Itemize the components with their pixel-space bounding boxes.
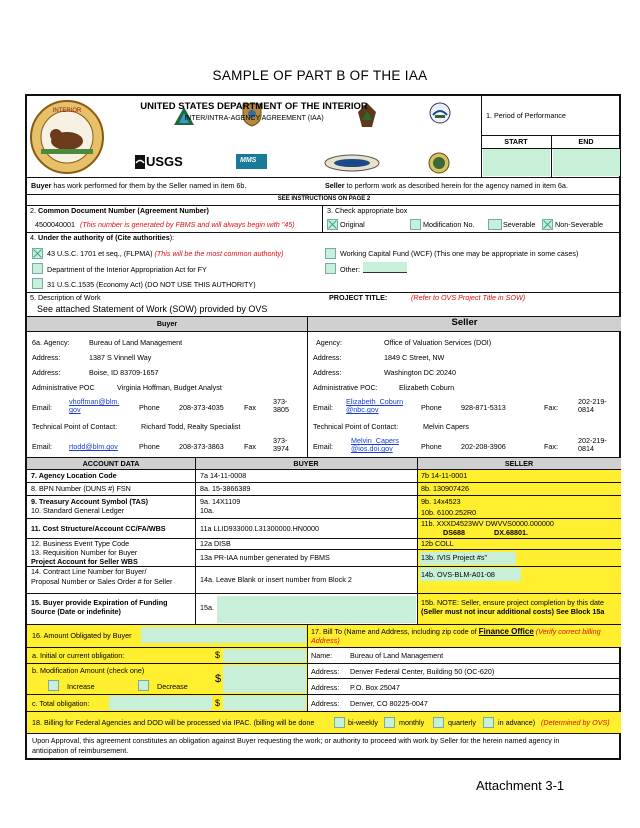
acct-seller-15a: 15b. NOTE: Seller, ensure project completion by this date — [421, 598, 604, 607]
quarterly-checkbox[interactable] — [433, 717, 444, 728]
account-seller-heading: SELLER — [504, 459, 534, 468]
billing-text: 18. Billing for Federal Agencies and DOD will be processed via IPAC. (billing will be done — [32, 718, 315, 727]
initial-obligation-label: a. Initial or current obligation: — [32, 651, 125, 660]
check-box-label: 3. Check appropriate box — [327, 206, 408, 215]
acct-buyer-10: 10a. — [200, 506, 214, 515]
project-title-note: (Refer to OVS Project Title in SOW) — [411, 293, 526, 302]
buyer-address1: 1387 S Vinnell Way — [89, 353, 152, 362]
buyer-note: Buyer has work performed for them by the Seller named in item 6b. — [31, 181, 247, 190]
advance-checkbox[interactable] — [483, 717, 494, 728]
seller-tech-label: Technical Point of Contact: — [313, 422, 399, 431]
mms-logo — [236, 154, 267, 169]
seller-fax1: 202-219- 0814 — [578, 397, 607, 415]
seller-email1[interactable]: Elizabeth_Coburn @nbc.gov — [346, 397, 404, 415]
seller-note: Seller to perform work as described herein for the agency named in item 6a. — [325, 181, 568, 190]
approval-text-2: anticipation of reimbursement. — [32, 746, 129, 755]
decrease-checkbox[interactable] — [138, 680, 149, 691]
period-of-performance-label: 1. Period of Performance — [486, 111, 566, 120]
total-obligation-field[interactable] — [109, 696, 212, 710]
decrease-label: Decrease — [157, 682, 188, 691]
period-end-field[interactable] — [553, 149, 620, 176]
modification-dollar-sign: $ — [215, 673, 222, 685]
increase-label: Increase — [67, 682, 95, 691]
osm-seal-logo — [428, 152, 450, 174]
original-label: Original — [340, 220, 365, 229]
economy-act-checkbox[interactable] — [32, 278, 43, 289]
acct-seller-8: 8b. 130907426 — [421, 484, 469, 493]
increase-checkbox[interactable] — [48, 680, 59, 691]
acct-seller-11: 11b. XXXD4523WV DWVVS0000.000000 — [421, 519, 554, 528]
seller-admin: Elizabeth Coburn — [399, 383, 455, 392]
acct-buyer-14: 14a. Leave Blank or insert number from Block 2 — [200, 575, 352, 584]
seller-email-label-2: Email: — [313, 442, 333, 451]
buyer-fax2: 373- 3974 — [273, 436, 289, 454]
document-title: SAMPLE OF PART B OF THE IAA — [212, 68, 428, 83]
buyer-email-label: Email: — [32, 403, 52, 412]
buyer-fax1: 373- 3805 — [273, 397, 289, 415]
appropriation-label: Department of the Interior Appropriation Act for FY — [47, 265, 207, 274]
other-label: Other: — [340, 265, 360, 274]
acct-label-11: 11. Cost Structure/Account CC/FA/WBS — [31, 524, 166, 533]
buyer-heading: Buyer — [156, 319, 178, 328]
acct-seller-15b: (Seller must not incur additional costs) See Block 15a — [421, 607, 605, 616]
buyer-address-label: Address: — [32, 353, 61, 362]
seller-agency-label: Agency: — [316, 338, 342, 347]
seller-phone1: 928-871-5313 — [461, 403, 506, 412]
buyer-email-label-2: Email: — [32, 442, 52, 451]
agreement-number-value: 4500040001 — [35, 220, 75, 229]
bill-to-label: 17. Bill To (Name and Address, including zip code of Finance Office (Verify correct billing — [311, 627, 601, 636]
seller-email-label: Email: — [313, 403, 333, 412]
acct-buyer-12: 12a DISB — [200, 539, 231, 548]
total-dollar-sign: $ — [215, 698, 221, 708]
seller-heading: Seller — [451, 317, 478, 328]
mms-logo-text: MMS — [240, 157, 257, 164]
original-checkbox[interactable] — [327, 219, 338, 230]
account-buyer-heading: BUYER — [293, 459, 319, 468]
modification-checkbox[interactable] — [410, 219, 421, 230]
buyer-admin-label: Administrative POC — [32, 383, 95, 392]
quarterly-label: quarterly — [448, 718, 476, 727]
bill-to-name-label: Name: — [311, 651, 333, 660]
authority-label: 4. Under the authority of (Cite authorities): — [30, 233, 175, 242]
flpma-checkbox[interactable] — [32, 248, 43, 259]
buyer-phone1: 208-373-4035 — [179, 403, 224, 412]
buyer-tech-label: Technical Point of Contact: — [32, 422, 118, 431]
seller-email2[interactable]: Melvin_Capers @ios.doi.gov — [351, 436, 399, 454]
appropriation-checkbox[interactable] — [32, 263, 43, 274]
period-start-field[interactable] — [483, 149, 550, 176]
iaa-form — [25, 94, 621, 760]
agreement-number-row — [35, 221, 295, 229]
buyer-agency: Bureau of Land Management — [89, 338, 183, 347]
seller-fax-label: Fax: — [544, 403, 558, 412]
modification-number-field[interactable] — [488, 219, 502, 230]
description-label: 5. Description of Work — [30, 293, 101, 302]
acct-buyer-15: 15a. — [200, 603, 214, 612]
acct-label-7: 7. Agency Location Code — [31, 471, 117, 480]
acct-label-9: 9. Treasury Account Symbol (TAS) — [31, 497, 149, 506]
approval-text-1: Upon Approval, this agreement constitutes an obligation against Buyer requesting the work; or authority to proceed with work by Seller for the herein named agency in — [32, 736, 560, 745]
buyer-email1[interactable]: vhoffman@blm. gov — [69, 397, 120, 415]
period-end-header: END — [578, 137, 594, 146]
acct-label-13b: Project Account for Seller WBS — [31, 557, 138, 566]
acct-label-14b: Proposal Number or Sales Order # for Seller — [31, 577, 173, 586]
bill-to-name: Bureau of Land Management — [350, 651, 444, 660]
non-severable-label: Non-Severable — [555, 220, 603, 229]
acct-seller-11-dx: DX.68801. — [494, 528, 528, 537]
buyer-admin: Virginia Hoffman, Budget Analyst — [117, 383, 222, 392]
acct-label-14a: 14. Contract Line Number for Buyer/ — [31, 567, 147, 576]
total-obligation-label: c. Total obligation: — [32, 699, 90, 708]
non-severable-checkbox[interactable] — [542, 219, 553, 230]
acct-label-15a: 15. Buyer provide Expiration of Funding — [31, 598, 168, 607]
modification-amount-label: b. Modification Amount (check one) — [32, 666, 145, 675]
bia-logo — [324, 154, 380, 172]
description-value: See attached Statement of Work (SOW) provided by OVS — [37, 304, 268, 314]
project-title-label: PROJECT TITLE: — [329, 293, 388, 302]
total-obligation-amount-field[interactable] — [223, 696, 306, 710]
seller-phone2: 202-208-3906 — [461, 442, 506, 451]
acct-seller-13: 13b. IVIS Project #s" — [421, 553, 488, 562]
acct-seller-9: 9b. 14x4523 — [421, 497, 461, 506]
bill-to-address2: P.O. Box 25047 — [350, 683, 400, 692]
other-authority-field[interactable] — [363, 262, 407, 273]
acct-seller-11-ds: DS688 — [443, 528, 465, 537]
bill-to-address1: Denver Federal Center, Building 50 (OC-620) — [350, 667, 495, 676]
buyer-phone-label-2: Phone — [139, 442, 160, 451]
seller-address1: 1849 C Street, NW — [384, 353, 445, 362]
department-heading: UNITED STATES DEPARTMENT OF THE INTERIOR — [140, 101, 368, 112]
buyer-expiration-field[interactable] — [217, 596, 416, 623]
amount-obligated-label: 16. Amount Obligated by Buyer — [32, 631, 132, 640]
seller-tech: Melvin Capers — [423, 422, 469, 431]
buyer-email2[interactable]: rtodd@blm.gov — [69, 442, 118, 451]
seller-admin-label: Administrative POC: — [313, 383, 378, 392]
usgs-logo-text: USGS — [146, 154, 183, 169]
buyer-fax-label: Fax — [244, 403, 256, 412]
biweekly-label: bi-weekly — [348, 718, 378, 727]
seller-address-label: Address: — [313, 353, 342, 362]
acct-buyer-11: 11a LLID933000.L31300000.HN0000 — [200, 524, 319, 533]
bill-to-note-2: Address) — [311, 636, 340, 645]
buyer-address2: Boise, ID 83709-1657 — [89, 368, 159, 377]
seller-fax2: 202-219- 0814 — [578, 436, 607, 454]
acct-buyer-8: 8a. 15-3866389 — [200, 484, 251, 493]
svg-text:INTERIOR: INTERIOR — [52, 108, 82, 114]
seller-address-label-2: Address: — [313, 368, 342, 377]
billing-note: (Determined by OVS) — [541, 718, 610, 727]
bill-to-address-label-2: Address: — [311, 683, 340, 692]
seller-phone-label-2: Phone — [421, 442, 442, 451]
buyer-agency-label: 6a. Agency: — [32, 338, 70, 347]
buyer-fax-label-2: Fax — [244, 442, 256, 451]
seller-address2: Washington DC 20240 — [384, 368, 457, 377]
acct-buyer-7: 7a 14-11-0008 — [200, 471, 247, 480]
buyer-address-label-2: Address: — [32, 368, 61, 377]
severable-label: Severable — [503, 220, 536, 229]
attachment-label: Attachment 3-1 — [476, 778, 565, 793]
see-instructions: SEE INSTRUCTIONS ON PAGE 2 — [277, 196, 371, 202]
acct-seller-12: 12b COLL — [421, 539, 454, 548]
monthly-label: monthly — [399, 718, 425, 727]
seller-phone-label: Phone — [421, 403, 442, 412]
modification-amount-field[interactable] — [223, 665, 306, 693]
seller-fax-label-2: Fax: — [544, 442, 558, 451]
economy-act-label: 31 U.S.C.1535 (Economy Act) (DO NOT USE THIS AUTHORITY) — [47, 280, 256, 289]
buyer-phone2: 208-373-3863 — [179, 442, 224, 451]
buyer-tech: Richard Todd, Realty Specialist — [141, 422, 241, 431]
acct-label-15b: Source (Date or indefinite) — [31, 607, 121, 616]
common-document-number-label: 2. Common Document Number (Agreement Number) — [30, 206, 209, 215]
acct-label-12: 12. Business Event Type Code — [31, 539, 130, 548]
modification-label: Modification No. — [423, 220, 475, 229]
acct-label-13a: 13. Requisition Number for Buyer — [31, 548, 138, 557]
acct-label-10: 10. Standard General Ledger — [31, 506, 125, 515]
period-start-header: START — [504, 137, 528, 146]
initial-dollar-sign: $ — [215, 650, 221, 660]
other-checkbox[interactable] — [325, 263, 336, 274]
advance-label: in advance) — [498, 718, 536, 727]
acct-seller-10: 10b. 6100.252R0 — [421, 508, 477, 517]
wcf-label: Working Capital Fund (WCF) (This one may be appropriate in some cases) — [340, 249, 579, 258]
monthly-checkbox[interactable] — [384, 717, 395, 728]
acct-buyer-13: 13a PR-IAA number generated by FBMS — [200, 553, 330, 562]
acct-seller-7: 7b 14-11-0001 — [421, 471, 468, 480]
agreement-number-note: (This number is generated by FBMS and will always begin with "45) — [79, 220, 295, 229]
agreement-subtitle: INTER/INTRA-AGENCY AGREEMENT (IAA) — [184, 115, 324, 122]
wcf-checkbox[interactable] — [325, 248, 336, 259]
acct-buyer-9: 9a. 14X1109 — [200, 497, 241, 506]
bill-to-address-label-1: Address: — [311, 667, 340, 676]
usgs-logo — [135, 154, 183, 170]
flpma-row: 43 U.S.C. 1701 et seq., (FLPMA) (This will be the most common authority) — [47, 249, 284, 258]
buyer-phone-label: Phone — [139, 403, 160, 412]
seller-agency: Office of Valuation Services (DOI) — [384, 338, 492, 347]
biweekly-checkbox[interactable] — [334, 717, 345, 728]
acct-seller-14: 14b. OVS-BLM-A01-08 — [421, 570, 495, 579]
acct-label-8: 8. BPN Number (DUNS #) FSN — [31, 484, 131, 493]
bill-to-address3: Denver, CO 80225-0047 — [350, 699, 428, 708]
account-data-heading: ACCOUNT DATA — [82, 459, 140, 468]
initial-obligation-field[interactable] — [223, 649, 306, 662]
amount-obligated-field[interactable] — [141, 627, 306, 643]
bill-to-address-label-3: Address: — [311, 699, 340, 708]
